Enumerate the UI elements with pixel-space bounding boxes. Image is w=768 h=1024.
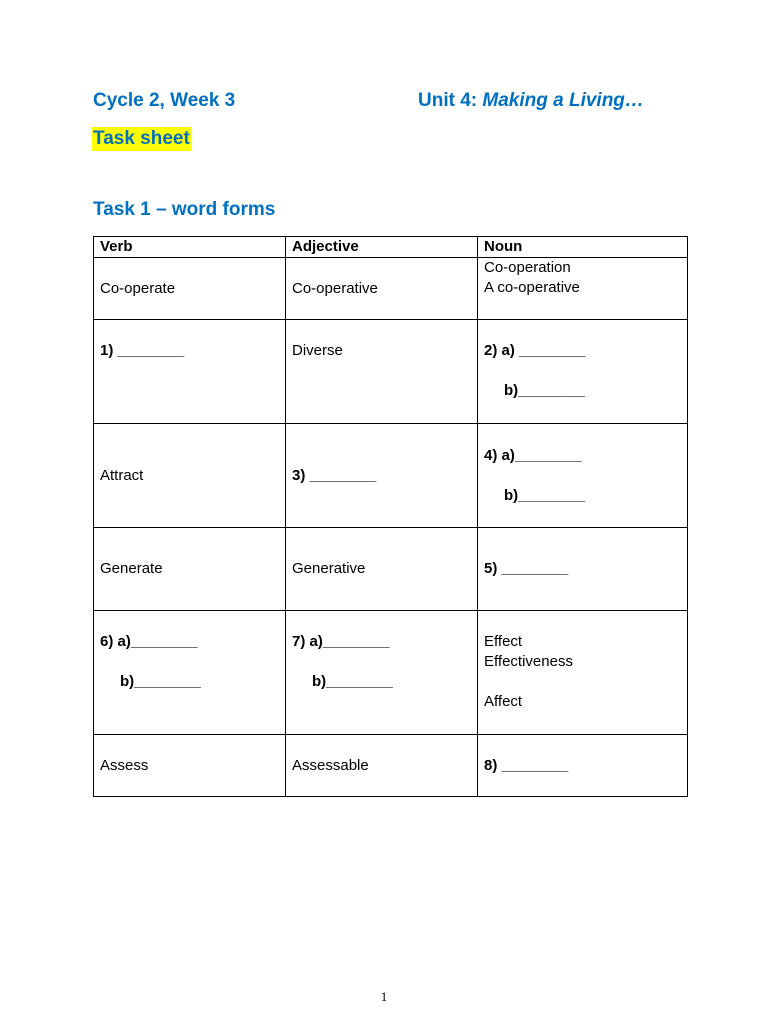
unit-heading — [418, 89, 644, 113]
answer-blank[interactable]: 8) ________ — [484, 756, 569, 774]
unit-title: Making a Living… — [482, 90, 644, 111]
cell-adjective — [286, 424, 478, 528]
answer-blank[interactable]: 7) a)________ — [292, 633, 390, 650]
cell-verb — [94, 611, 286, 735]
cell-text: Co-operative — [292, 279, 378, 297]
table-row — [94, 320, 688, 424]
cell-text: Effect — [484, 633, 523, 650]
answer-blank[interactable]: 3) ________ — [292, 466, 377, 484]
task1-heading: Task 1 – word forms — [93, 199, 276, 220]
cell-adjective — [286, 735, 478, 797]
cell-text: Generate — [100, 560, 163, 577]
word-forms-table — [93, 236, 688, 797]
answer-blank[interactable]: 4) a)________ — [484, 446, 582, 464]
cell-noun — [478, 528, 688, 611]
table-row — [94, 258, 688, 320]
cell-adjective — [286, 320, 478, 424]
answer-blank[interactable]: 1) ________ — [100, 342, 185, 359]
cell-noun — [478, 424, 688, 528]
cell-text: Effectiveness — [484, 653, 573, 670]
cell-text: Generative — [292, 560, 366, 577]
cell-noun — [478, 735, 688, 797]
cell-text: Attract — [100, 466, 144, 484]
table-row — [94, 611, 688, 735]
header-adjective: Adjective — [286, 237, 478, 258]
page-number: 1 — [380, 989, 388, 1004]
cell-text: A co-operative — [484, 279, 580, 296]
answer-blank[interactable]: 5) ________ — [484, 560, 569, 577]
table-header-row — [94, 237, 688, 258]
cell-noun — [478, 611, 688, 735]
cell-text: Co-operation — [484, 259, 571, 276]
header-verb: Verb — [94, 237, 286, 258]
unit-prefix: Unit 4: — [418, 90, 483, 111]
cell-noun — [478, 258, 688, 320]
answer-blank[interactable]: b)________ — [504, 486, 585, 504]
cell-adjective — [286, 258, 478, 320]
table-row — [94, 735, 688, 797]
table-row — [94, 528, 688, 611]
cell-verb — [94, 735, 286, 797]
answer-blank[interactable]: 6) a)________ — [100, 633, 198, 650]
cycle-week-heading: Cycle 2, Week 3 — [93, 90, 236, 111]
cell-verb — [94, 528, 286, 611]
header-noun: Noun — [478, 237, 688, 258]
table-row — [94, 424, 688, 528]
cell-verb — [94, 424, 286, 528]
cell-text: Diverse — [292, 342, 343, 359]
cell-verb — [94, 320, 286, 424]
cell-text: Assess — [100, 756, 149, 774]
answer-blank[interactable]: b)________ — [504, 382, 585, 399]
cell-text: Assessable — [292, 756, 369, 774]
answer-blank[interactable]: b)________ — [312, 673, 393, 690]
cell-text: Co-operate — [100, 279, 176, 297]
answer-blank[interactable]: b)________ — [120, 673, 201, 690]
answer-blank[interactable]: 2) a) ________ — [484, 342, 586, 359]
cell-verb — [94, 258, 286, 320]
cell-noun — [478, 320, 688, 424]
cell-text: Affect — [484, 693, 523, 710]
task-sheet-heading: Task sheet — [93, 128, 190, 149]
cell-adjective — [286, 611, 478, 735]
cell-adjective — [286, 528, 478, 611]
